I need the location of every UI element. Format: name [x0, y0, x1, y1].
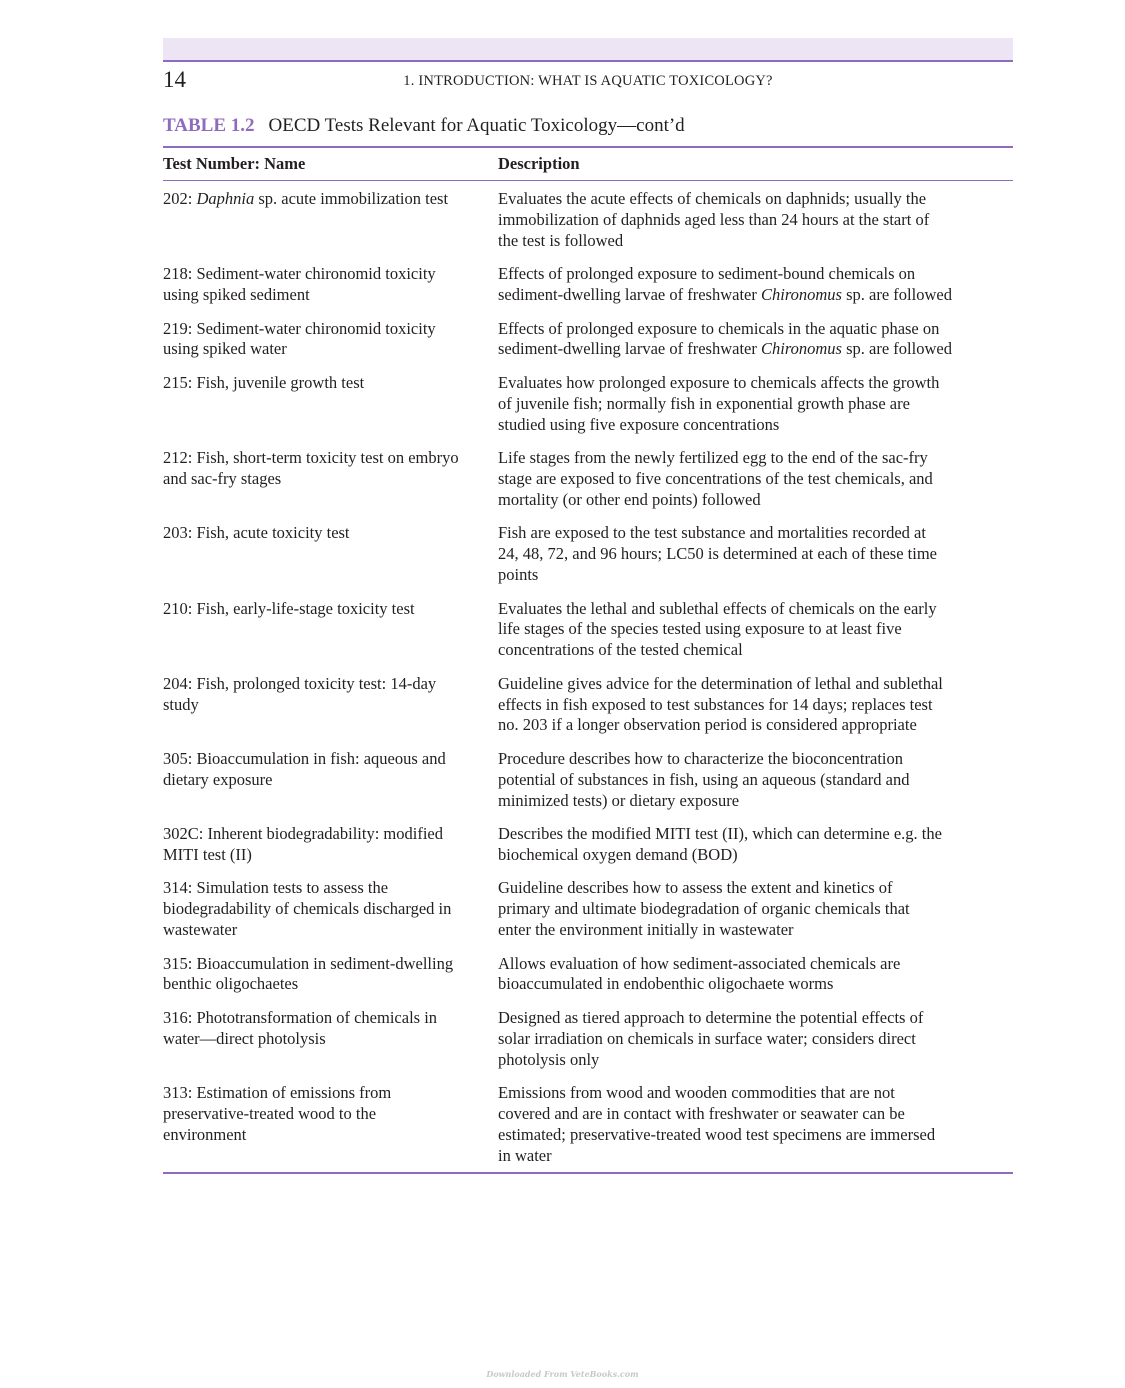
- table-title: OECD Tests Relevant for Aquatic Toxicology—cont’d: [268, 115, 685, 136]
- table-row: [163, 264, 1013, 306]
- test-name-cell: 302C: Inherent biodegradability: modified MITI test (II): [163, 824, 443, 864]
- oecd-tests-table: [163, 146, 1013, 1174]
- description-cell: Designed as tiered approach to determine the potential effects of solar irradiation on chemicals in surface water; considers direct photolysis only: [498, 1008, 924, 1069]
- description-cell: Life stages from the newly fertilized egg to the end of the sac-fry stage are exposed to five concentrations of the test chemicals, and mortality (or other end points) followed: [498, 448, 933, 509]
- table-label: TABLE 1.2: [163, 115, 255, 136]
- table-row: [163, 954, 1013, 996]
- running-head: 1. INTRODUCTION: WHAT IS AQUATIC TOXICOLOGY?: [403, 73, 773, 89]
- description-cell: Effects of prolonged exposure to sediment-bound chemicals on sediment-dwelling larvae of freshwater Chironomus sp. are followed: [498, 264, 952, 304]
- test-name-cell: 316: Phototransformation of chemicals in water—direct photolysis: [163, 1008, 438, 1048]
- table-row: [163, 319, 1013, 361]
- table-row: [163, 1008, 1013, 1070]
- test-name-cell: 203: Fish, acute toxicity test: [163, 523, 350, 543]
- description-cell: Effects of prolonged exposure to chemicals in the aquatic phase on sediment-dwelling larvae of freshwater Chironomus sp. are followed: [498, 318, 952, 359]
- test-name-cell: 314: Simulation tests to assess the biodegradability of chemicals discharged in wastewater: [163, 878, 452, 940]
- table-row: [163, 749, 1013, 811]
- description-cell: Fish are exposed to the test substance and mortalities recorded at 24, 48, 72, and 96 hours; LC50 is determined at each of these time points: [498, 523, 937, 584]
- table-bottom-rule: [163, 1172, 1013, 1174]
- table-body: [163, 181, 1013, 1172]
- test-name-cell: 212: Fish, short-term toxicity test on embryo and sac-fry stages: [163, 448, 459, 488]
- table-row: [163, 824, 1013, 866]
- test-name-cell: 210: Fish, early-life-stage toxicity test: [163, 598, 415, 618]
- download-watermark: Downloaded From VeteBooks.com: [486, 1369, 639, 1379]
- description-cell: Evaluates how prolonged exposure to chemicals affects the growth of juvenile fish; normally fish in exponential growth phase are studied using five exposure concentrations: [498, 372, 940, 434]
- test-name-cell: 218: Sediment-water chironomid toxicity using spiked sediment: [163, 264, 436, 304]
- test-name-cell: 215: Fish, juvenile growth test: [163, 372, 365, 392]
- test-name-cell: 305: Bioaccumulation in fish: aqueous and dietary exposure: [163, 748, 446, 789]
- table-row: [163, 674, 1013, 736]
- description-cell: Guideline describes how to assess the extent and kinetics of primary and ultimate biodegradation of organic chemicals that enter the environment initially in wastewater: [498, 878, 910, 940]
- test-name-cell: 202: Daphnia sp. acute immobilization test: [163, 189, 449, 208]
- table-row: [163, 599, 1013, 661]
- table-caption: [163, 114, 685, 138]
- table-row: [163, 189, 1013, 251]
- header-band: [163, 38, 1013, 60]
- description-cell: Evaluates the lethal and sublethal effects of chemicals on the early life stages of the species tested using exposure to at least five concentrations of the tested chemical: [498, 598, 937, 660]
- table-header-row: [163, 148, 1013, 180]
- column-header-test-number-name: Test Number: Name: [163, 154, 306, 173]
- description-cell: Guideline gives advice for the determination of lethal and sublethal effects in fish exposed to test substances for 14 days; replaces test no. 203 if a longer observation period is considered appropriate: [498, 673, 943, 735]
- table-row: [163, 878, 1013, 940]
- description-cell: Allows evaluation of how sediment-associated chemicals are bioaccumulated in endobenthic oligochaete worms: [498, 953, 901, 994]
- table-row: [163, 373, 1013, 435]
- test-name-cell: 315: Bioaccumulation in sediment-dwelling benthic oligochaetes: [163, 953, 454, 994]
- table-row: [163, 523, 1013, 585]
- description-cell: Describes the modified MITI test (II), which can determine e.g. the biochemical oxygen demand (BOD): [498, 824, 942, 864]
- table-row: [163, 1083, 1013, 1166]
- header-rule: [163, 60, 1013, 62]
- table-row: [163, 448, 1013, 510]
- description-cell: Procedure describes how to characterize the bioconcentration potential of substances in fish, using an aqueous (standard and minimized tests) or dietary exposure: [498, 748, 910, 810]
- test-name-cell: 219: Sediment-water chironomid toxicity using spiked water: [163, 318, 436, 359]
- column-header-description: Description: [498, 154, 580, 173]
- description-cell: Evaluates the acute effects of chemicals on daphnids; usually the immobilization of daphnids aged less than 24 hours at the start of the test is followed: [498, 189, 930, 250]
- test-name-cell: 313: Estimation of emissions from preservative-treated wood to the environment: [163, 1083, 392, 1144]
- test-name-cell: 204: Fish, prolonged toxicity test: 14-day study: [163, 673, 437, 714]
- description-cell: Emissions from wood and wooden commodities that are not covered and are in contact with freshwater or seawater can be estimated; preservative-treated wood test specimens are immersed in water: [498, 1083, 936, 1165]
- page-number: 14: [163, 67, 186, 92]
